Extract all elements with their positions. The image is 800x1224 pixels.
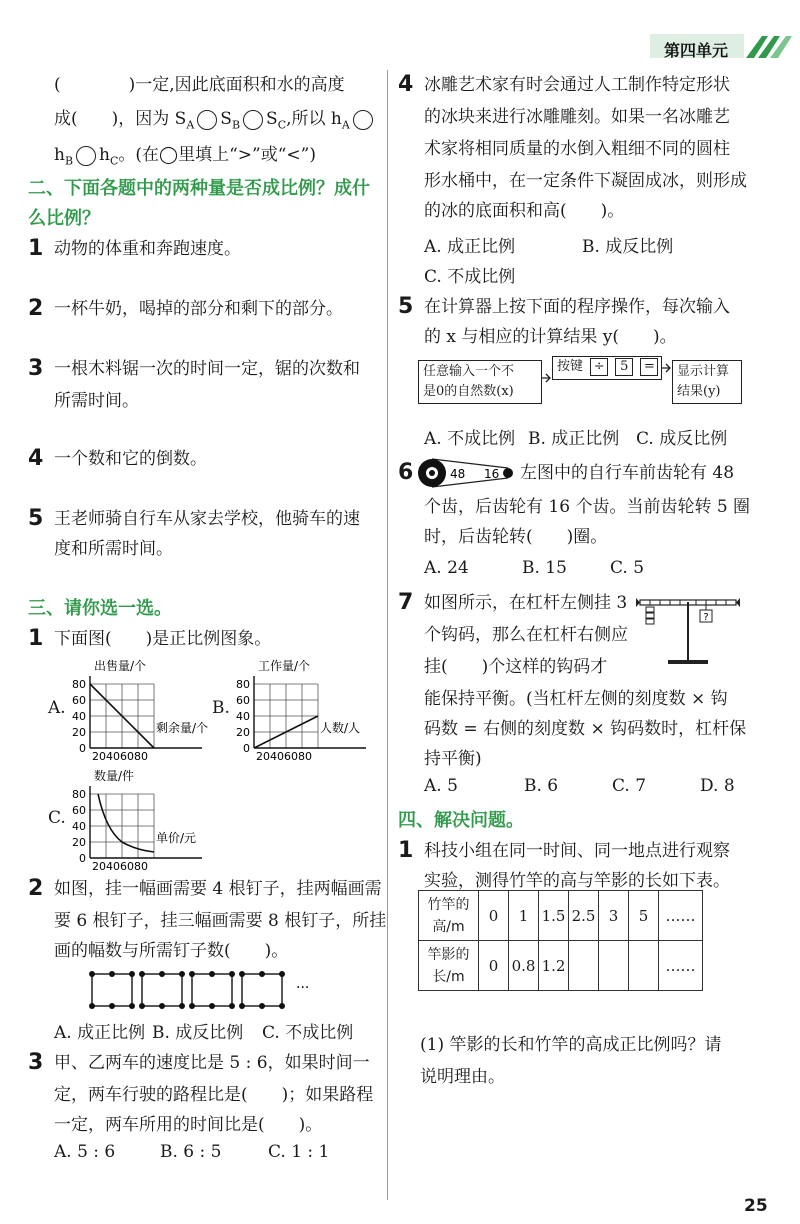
y-axis-label: 数量/件 xyxy=(94,769,135,783)
section-2-title-cont: 么比例？ xyxy=(28,208,100,229)
output-box-line: 显示计算 xyxy=(677,364,730,379)
option-a[interactable]: A. 成正比例 xyxy=(54,1023,146,1043)
item-number: 5 xyxy=(398,294,414,319)
y-tick: 40 xyxy=(236,710,250,723)
answer-cell[interactable] xyxy=(629,941,659,991)
answer-cell[interactable] xyxy=(599,941,629,991)
row-header xyxy=(419,891,479,941)
q2-line-1: 如图，挂一幅画需要 4 根钉子，挂两幅画需 xyxy=(54,879,382,899)
item-number: 1 xyxy=(398,838,414,863)
option-b[interactable]: B. 成正比例 xyxy=(528,429,620,449)
y-axis-label: 出售量/个 xyxy=(94,659,147,673)
y-tick: 20 xyxy=(72,726,86,739)
row-header-line: 竹竿的 xyxy=(427,896,470,913)
q8-sub-line-2: 说明理由。 xyxy=(420,1067,505,1087)
q5-line-2: 的 x 与相应的计算结果 y( )。 xyxy=(424,327,677,347)
s2-item-5-line-1: 王老师骑自行车从家去学校，他骑车的速 xyxy=(54,509,360,529)
table-cell: …… xyxy=(659,891,703,941)
y-tick: 20 xyxy=(72,836,86,849)
y-tick: 40 xyxy=(72,820,86,833)
equals-key[interactable]: = xyxy=(640,358,658,376)
item-number: 6 xyxy=(398,460,414,485)
q8-line-1: 科技小组在同一时间、同一地点进行观察 xyxy=(424,841,730,861)
subscript: C xyxy=(277,118,287,132)
y-tick: 60 xyxy=(72,694,86,707)
table-cell: 0.8 xyxy=(509,941,539,991)
y-tick: 60 xyxy=(72,804,86,817)
output-box xyxy=(672,360,742,404)
table-cell: 5 xyxy=(629,891,659,941)
s2-item-4: 一个数和它的倒数。 xyxy=(54,449,207,469)
column-divider xyxy=(387,70,388,1200)
q8-sub-line-1: (1) 竿影的长和竹竿的高成正比例吗？请 xyxy=(420,1035,722,1055)
q4-line-3: 术家将相同质量的水倒入粗细不同的圆柱 xyxy=(424,139,730,159)
section-3-title: 三、请你选一选。 xyxy=(28,598,172,619)
intro-text: h xyxy=(99,145,110,165)
subscript: C xyxy=(110,154,119,168)
option-b[interactable]: B. 15 xyxy=(522,558,567,578)
option-a[interactable]: A. 24 xyxy=(424,558,469,578)
bamboo-shadow-table xyxy=(418,890,703,991)
option-b[interactable]: B. 6 xyxy=(524,776,559,796)
front-gear-label: 48 xyxy=(450,467,466,481)
s2-item-5-line-2: 度和所需时间。 xyxy=(54,539,173,559)
table-cell: 3 xyxy=(599,891,629,941)
table-cell: 1 xyxy=(509,891,539,941)
row-header xyxy=(419,941,479,991)
x-axis-label: 剩余量/个 xyxy=(156,721,209,735)
q6-line-2: 个齿，后齿轮有 16 个齿。当前齿轮转 5 圈 xyxy=(424,497,751,517)
q6-line-1: 左图中的自行车前齿轮有 48 xyxy=(520,463,735,483)
table-row xyxy=(419,941,703,991)
q1-text: 下面图( )是正比例图象。 xyxy=(54,629,272,649)
y-tick: 80 xyxy=(72,788,86,801)
q4-line-2: 的冰块来进行冰雕雕刻。如果一名冰雕艺 xyxy=(424,107,730,127)
option-b[interactable]: B. 成反比例 xyxy=(152,1023,244,1043)
page-number: 25 xyxy=(744,1196,768,1216)
picture-frames-diagram xyxy=(86,966,336,1012)
graph-c-plot xyxy=(62,766,222,870)
table-row xyxy=(419,891,703,941)
graph-a-plot xyxy=(62,656,222,760)
arrow-icon xyxy=(542,372,552,384)
intro-text: ,所以 h xyxy=(286,109,342,129)
q3-line-3: 一定，两车所用的时间比是( )。 xyxy=(54,1115,323,1135)
y-tick: 20 xyxy=(236,726,250,739)
q4-line-1: 冰雕艺术家有时会通过人工制作特定形状 xyxy=(424,75,730,95)
option-a[interactable]: A. 5 xyxy=(424,776,458,796)
y-tick: 60 xyxy=(236,694,250,707)
row-header-line: 竿影的 xyxy=(427,946,470,963)
intro-text: h xyxy=(54,145,65,165)
q7-line-1: 如图所示，在杠杆左侧挂 3 xyxy=(424,593,628,613)
option-c[interactable]: C. 不成比例 xyxy=(424,267,516,287)
x-ticks: 20406080 xyxy=(92,750,148,760)
subscript: A xyxy=(186,118,195,132)
q2-line-3: 画的幅数与所需钉子数( )。 xyxy=(54,941,289,961)
option-b[interactable]: B. 6 : 5 xyxy=(160,1142,222,1162)
row-header-line: 高/m xyxy=(432,918,465,935)
table-cell: 0 xyxy=(479,941,509,991)
item-number: 1 xyxy=(28,626,44,651)
table-cell: 1.2 xyxy=(539,941,569,991)
y-tick: 80 xyxy=(72,678,86,691)
y-tick: 0 xyxy=(79,852,86,865)
intro-line-3 xyxy=(54,140,316,176)
y-tick: 80 xyxy=(236,678,250,691)
row-header-line: 长/m xyxy=(432,968,465,985)
item-number: 4 xyxy=(28,446,44,471)
table-cell: 2.5 xyxy=(569,891,599,941)
input-box xyxy=(418,360,542,404)
option-label: C. xyxy=(48,808,66,828)
q7-line-5: 码数 = 右侧的刻度数 × 钩码数时，杠杆保 xyxy=(424,719,747,739)
output-box-line: 结果(y) xyxy=(677,384,721,399)
table-cell: 1.5 xyxy=(539,891,569,941)
q4-line-4: 形水桶中，在一定条件下凝固成冰，则形成 xyxy=(424,171,747,191)
x-axis-label: 人数/人 xyxy=(320,721,361,735)
x-axis-label: 单价/元 xyxy=(156,831,197,845)
y-tick: 0 xyxy=(243,742,250,755)
option-c[interactable]: C. 1 : 1 xyxy=(268,1142,330,1162)
option-b[interactable]: B. 成反比例 xyxy=(582,237,674,257)
section-4-title: 四、解决问题。 xyxy=(398,810,524,831)
intro-text: 。 xyxy=(118,145,136,165)
item-number: 5 xyxy=(28,506,44,531)
q3-line-1: 甲、乙两车的速度比是 5 : 6，如果时间一 xyxy=(54,1053,370,1073)
y-tick: 0 xyxy=(79,742,86,755)
graph-b-plot xyxy=(226,656,386,760)
q2-line-2: 要 6 根钉子，挂三幅画需要 8 根钉子，所挂 xyxy=(54,911,387,931)
table-cell: …… xyxy=(659,941,703,991)
ellipsis: ··· xyxy=(296,980,310,996)
option-c[interactable]: C. 成反比例 xyxy=(636,429,728,449)
y-tick: 40 xyxy=(72,710,86,723)
intro-line-2: 成( )，因为 $S_A$ $S_B$ $S_C$,所以 $h_A$ xyxy=(54,104,376,140)
subscript: A xyxy=(341,118,350,132)
option-label: B. xyxy=(212,698,230,718)
q7-line-3: 挂( )个这样的钩码才 xyxy=(424,657,608,677)
input-box-line: 是0的自然数(x) xyxy=(423,384,514,399)
item-number: 4 xyxy=(398,72,414,97)
key-box xyxy=(552,356,662,380)
divide-key[interactable]: ÷ xyxy=(590,358,608,376)
compare-circle[interactable] xyxy=(197,110,217,130)
q4-line-5: 的冰的底面积和高( )。 xyxy=(424,201,625,221)
table-cell: 0 xyxy=(479,891,509,941)
option-c[interactable]: C. 不成比例 xyxy=(262,1023,354,1043)
answer-cell[interactable] xyxy=(569,941,599,991)
q7-line-6: 持平衡) xyxy=(424,749,482,769)
s2-item-3-line-2: 所需时间。 xyxy=(54,391,139,411)
item-number: 2 xyxy=(28,296,44,321)
intro-text: (在◯里填上“>”或“<”) xyxy=(135,145,316,165)
s2-item-3-line-1: 一根木料锯一次的时间一定，锯的次数和 xyxy=(54,359,360,379)
unknown-weight-label: ? xyxy=(703,612,709,623)
compare-circle[interactable] xyxy=(76,146,96,166)
subscript: B xyxy=(64,154,74,168)
q7-line-4: 能保持平衡。(当杠杆左侧的刻度数 × 钩 xyxy=(424,689,728,709)
q6-line-3: 时，后齿轮转( )圈。 xyxy=(424,527,608,547)
x-ticks: 20406080 xyxy=(92,860,148,870)
option-a[interactable]: A. 不成比例 xyxy=(424,429,516,449)
compare-circle[interactable] xyxy=(353,110,373,130)
unit-title: 第四单元 xyxy=(664,41,729,60)
x-ticks: 20406080 xyxy=(256,750,312,760)
section-2-title: 二、下面各题中的两种量是否成比例？成什 xyxy=(28,178,370,199)
item-number: 3 xyxy=(28,1050,44,1075)
input-box-line: 任意输入一个不 xyxy=(423,364,515,379)
option-a[interactable]: A. 5 : 6 xyxy=(54,1142,116,1162)
item-number: 3 xyxy=(28,356,44,381)
key-label: 按键 xyxy=(557,359,584,374)
item-number: 7 xyxy=(398,590,414,615)
item-number: 1 xyxy=(28,236,44,261)
q3-line-2: 定，两车行驶的路程比是( )；如果路程 xyxy=(54,1085,374,1105)
option-label: A. xyxy=(48,698,66,718)
option-d[interactable]: D. 8 xyxy=(700,776,735,796)
lever-diagram xyxy=(636,590,742,666)
intro-line-1: ( )一定,因此底面积和水的高度 xyxy=(54,75,345,95)
bicycle-gears-icon xyxy=(416,456,516,490)
q5-line-1: 在计算器上按下面的程序操作，每次输入 xyxy=(424,297,730,317)
compare-circle[interactable] xyxy=(243,110,263,130)
subscript: B xyxy=(231,118,241,132)
q8-line-2: 实验，测得竹竿的高与竿影的长如下表。 xyxy=(424,871,730,891)
y-axis-label: 工作量/个 xyxy=(258,659,311,673)
s2-item-2: 一杯牛奶，喝掉的部分和剩下的部分。 xyxy=(54,299,343,319)
s2-item-1: 动物的体重和奔跑速度。 xyxy=(54,239,241,259)
five-key[interactable]: 5 xyxy=(615,358,633,376)
back-gear-label: 16 xyxy=(484,467,500,481)
arrow-icon xyxy=(662,362,672,374)
item-number: 2 xyxy=(28,876,44,901)
q7-line-2: 个钩码，那么在杠杆右侧应 xyxy=(424,625,628,645)
option-c[interactable]: C. 5 xyxy=(610,558,645,578)
intro-text: 成( )，因为 S xyxy=(54,109,187,129)
option-c[interactable]: C. 7 xyxy=(612,776,647,796)
option-a[interactable]: A. 成正比例 xyxy=(424,237,516,257)
